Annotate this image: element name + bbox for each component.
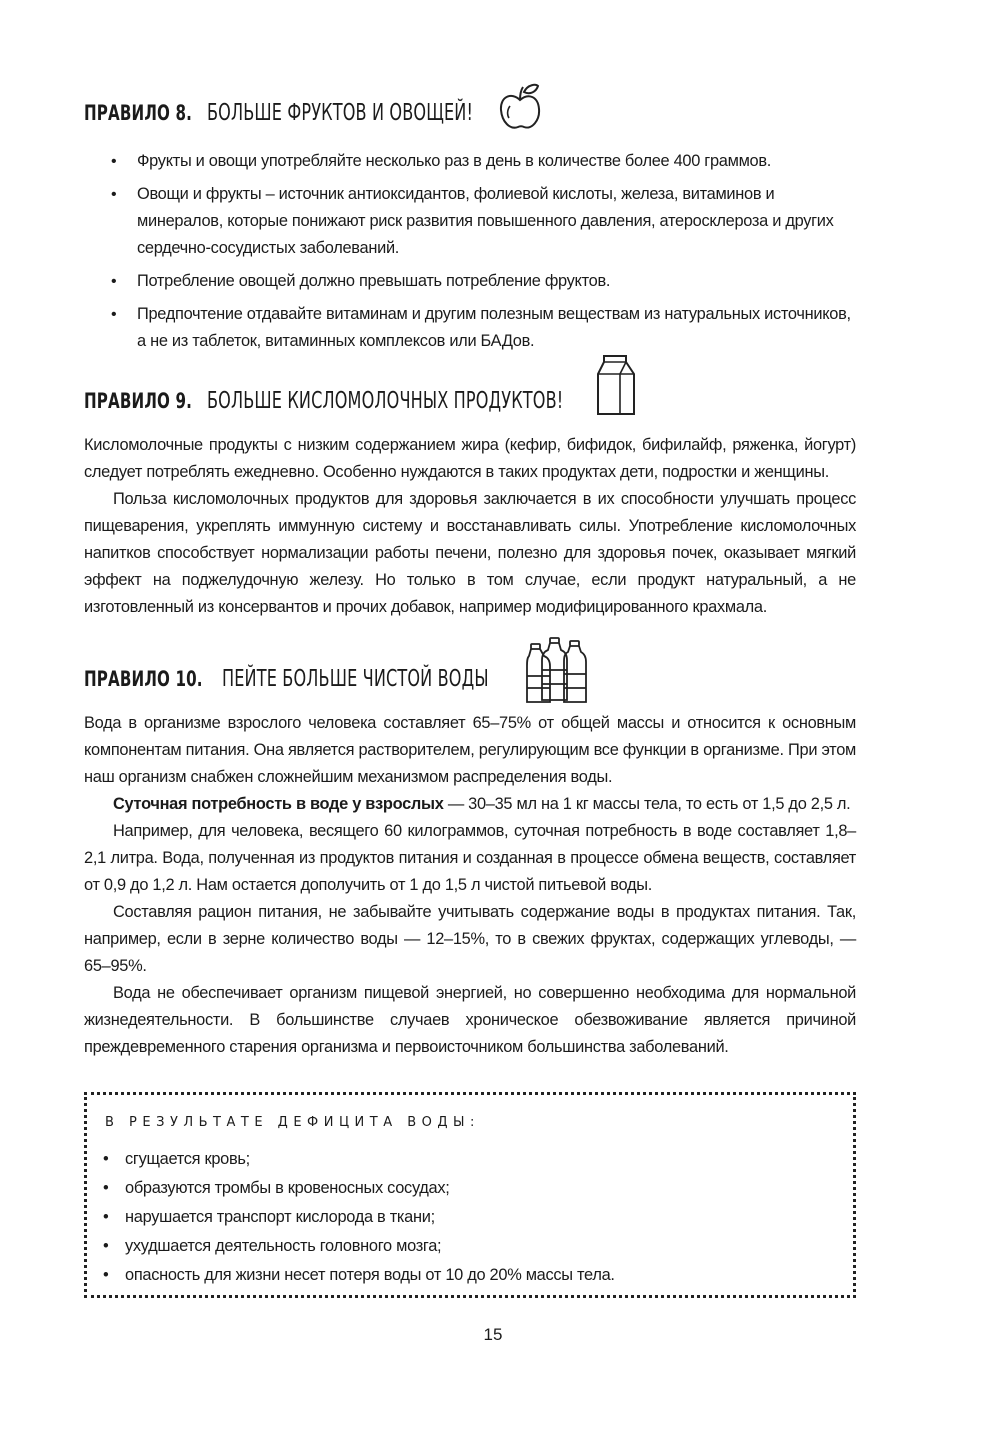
milk-carton-icon	[596, 354, 636, 416]
box-title: В РЕЗУЛЬТАТЕ ДЕФИЦИТА ВОДЫ:	[105, 1115, 480, 1130]
rule8-bullet-list	[111, 148, 859, 361]
water-deficit-box	[84, 1092, 856, 1298]
list-item: • сгущается кровь;	[103, 1145, 833, 1174]
paragraph: Вода в организме взрослого человека составляет 65–75% от общей массы и относится к основным компонентам питания. Она является растворителем, регулирующим все функции в организме. При этом наш организм снабжен сложнейшим механизмом распределения воды.	[84, 714, 856, 786]
rule10-label: ПРАВИЛО 10.	[84, 667, 203, 691]
apple-icon	[496, 82, 544, 134]
rule8-title: БОЛЬШЕ ФРУКТОВ И ОВОЩЕЙ!	[207, 100, 474, 126]
list-item: • образуются тромбы в кровеносных сосудах;	[103, 1174, 833, 1203]
daily-need-paragraph	[84, 791, 856, 818]
list-item: • Потребление овощей должно превышать потребление фруктов.	[111, 268, 859, 295]
paragraph: Кисломолочные продукты с низким содержанием жира (кефир, бифидок, бифилайф, ряженка, йогурт) следует потреблять ежедневно. Особенно нуждаются в таких продуктах дети, подростки и женщины.	[84, 436, 856, 481]
page-number: 15	[483, 1325, 503, 1344]
rule9-title: БОЛЬШЕ КИСЛОМОЛОЧНЫХ ПРОДУКТОВ!	[207, 388, 564, 414]
water-bottles-icon	[526, 636, 588, 704]
deficit-list	[103, 1145, 833, 1290]
list-item: • опасность для жизни несет потеря воды от 10 до 20% массы тела.	[103, 1261, 833, 1290]
paragraph: Например, для человека, весящего 60 килограммов, суточная потребность в воде составляет 1,8–2,1 литра. Вода, полученная из продуктов питания и созданная в процессе обмена веществ, составляет от 0,9 до 1,2 л. Нам остается дополучить от 1 до 1,5 л чистой питьевой воды.	[84, 822, 856, 894]
paragraph: Вода не обеспечивает организм пищевой энергией, но совершенно необходима для нормальной жизнедеятельности. В большинстве случаев хроническое обезвоживание является причиной преждевременного старения организма и первоисточником большинства заболеваний.	[84, 984, 856, 1056]
list-item: • Овощи и фрукты – источник антиоксидантов, фолиевой кислоты, железа, витаминов и минералов, которые понижают риск развития повышенного давления, атеросклероза и других сердечно-сосудистых заболеваний.	[111, 181, 859, 262]
paragraph: Составляя рацион питания, не забывайте учитывать содержание воды в продуктах питания. Так, например, если в зерне количество воды — 12–15%, то в свежих фруктах, содержащих углеводы, — 65–95%.	[84, 903, 856, 975]
paragraph: Польза кисломолочных продуктов для здоровья заключается в их способности улучшать процесс пищеварения, укреплять иммунную систему и восстанавливать силы. Употребление кисломолочных напитков способствует нормализации работы печени, полезно для здоровья почек, оказывает мягкий эффект на поджелудочную железу. Но только в том случае, если продукт натуральный, а не изготовленный из консервантов и прочих добавок, например модифицированного крахмала.	[84, 490, 856, 616]
list-item: • Предпочтение отдавайте витаминам и другим полезным веществам из натуральных источников, а не из таблеток, витаминных комплексов или БАДов.	[111, 301, 859, 355]
rule10-body	[84, 710, 856, 1061]
rule9-body	[84, 432, 856, 621]
list-item: • нарушается транспорт кислорода в ткани;	[103, 1203, 833, 1232]
daily-need-term: Суточная потребность в воде у взрослых	[113, 795, 444, 813]
daily-need-value: — 30–35 мл на 1 кг массы тела, то есть от 1,5 до 2,5 л.	[443, 795, 851, 813]
rule8-label: ПРАВИЛО 8.	[84, 101, 192, 125]
list-item: • Фрукты и овощи употребляйте несколько раз в день в количестве более 400 граммов.	[111, 148, 859, 175]
list-item: • ухудшается деятельность головного мозга;	[103, 1232, 833, 1261]
rule10-title: ПЕЙТЕ БОЛЬШЕ ЧИСТОЙ ВОДЫ	[222, 666, 489, 692]
rule9-label: ПРАВИЛО 9.	[84, 389, 192, 413]
